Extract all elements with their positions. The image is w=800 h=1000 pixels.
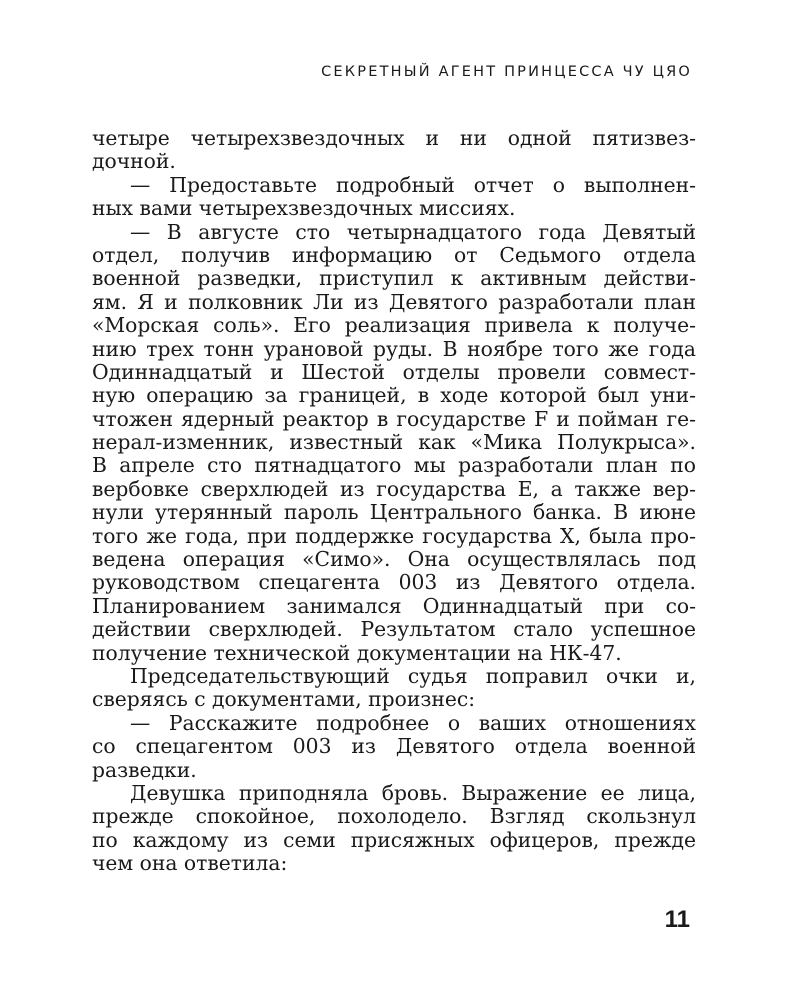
running-title: СЕКРЕТНЫЙ АГЕНТ ПРИНЦЕССА ЧУ ЦЯО <box>321 64 692 80</box>
text-line: Одиннадцатый и Шестой отделы провели совмест- <box>92 359 696 384</box>
text-line: нию трех тонн урановой руды. В ноябре того же года <box>92 336 696 361</box>
text-line: нули утерянный пароль Центрального банка. В июне <box>92 500 696 525</box>
text-line: ям. Я и полковник Ли из Девятого разработали план <box>92 289 696 314</box>
text-line: Председательствующий судья поправил очки и, <box>130 663 696 688</box>
text-line: со спецагентом 003 из Девятого отдела военной <box>92 734 696 759</box>
body-text <box>92 127 696 876</box>
text-line: разведки. <box>92 757 197 782</box>
text-line: ную операцию за границей, в ходе которой был уни- <box>92 383 696 408</box>
text-line: дочной. <box>92 149 176 174</box>
text-line: получение технической документации на НК-47. <box>92 640 622 665</box>
text-line: военной разведки, приступил к активным действи- <box>92 266 696 291</box>
text-line: ных вами четырехзвездочных миссиях. <box>92 196 516 221</box>
text-line: прежде спокойное, похолодело. Взгляд скользнул <box>92 804 696 829</box>
text-line: того же года, при поддержке государства X, была про- <box>92 523 696 548</box>
text-line: «Морская соль». Его реализация привела к получе- <box>92 313 696 338</box>
text-line: Планированием занимался Одиннадцатый при со- <box>92 593 696 618</box>
text-line: по каждому из семи присяжных офицеров, прежде <box>92 827 696 852</box>
text-line: — В августе сто четырнадцатого года Девятый <box>130 219 696 244</box>
text-line: вербовке сверхлюдей из государства E, а также вер- <box>92 476 696 501</box>
text-line: ведена операция «Симо». Она осуществлялась под <box>92 547 696 572</box>
text-line: четыре четырехзвездочных и ни одной пятизвез- <box>92 126 696 150</box>
text-line: нерал-изменник, известный как «Мика Полукрыса». <box>92 430 696 455</box>
text-line: — Предоставьте подробный отчет о выполнен- <box>130 172 696 197</box>
text-line: — Расскажите подробнее о ваших отношениях <box>130 710 696 735</box>
text-line: В апреле сто пятнадцатого мы разработали план по <box>92 453 696 478</box>
text-line: сверяясь с документами, произнес: <box>92 687 476 712</box>
text-line: чтожен ядерный реактор в государстве F и пойман ге- <box>92 406 696 431</box>
page-number: 11 <box>664 906 690 933</box>
text-line: действии сверхлюдей. Результатом стало успешное <box>92 617 696 642</box>
text-line: чем она ответила: <box>92 851 288 876</box>
text-line: Девушка приподняла бровь. Выражение ее лица, <box>130 780 696 805</box>
text-line: отдел, получив информацию от Седьмого отдела <box>92 242 696 267</box>
text-line: руководством спецагента 003 из Девятого отдела. <box>92 570 696 595</box>
